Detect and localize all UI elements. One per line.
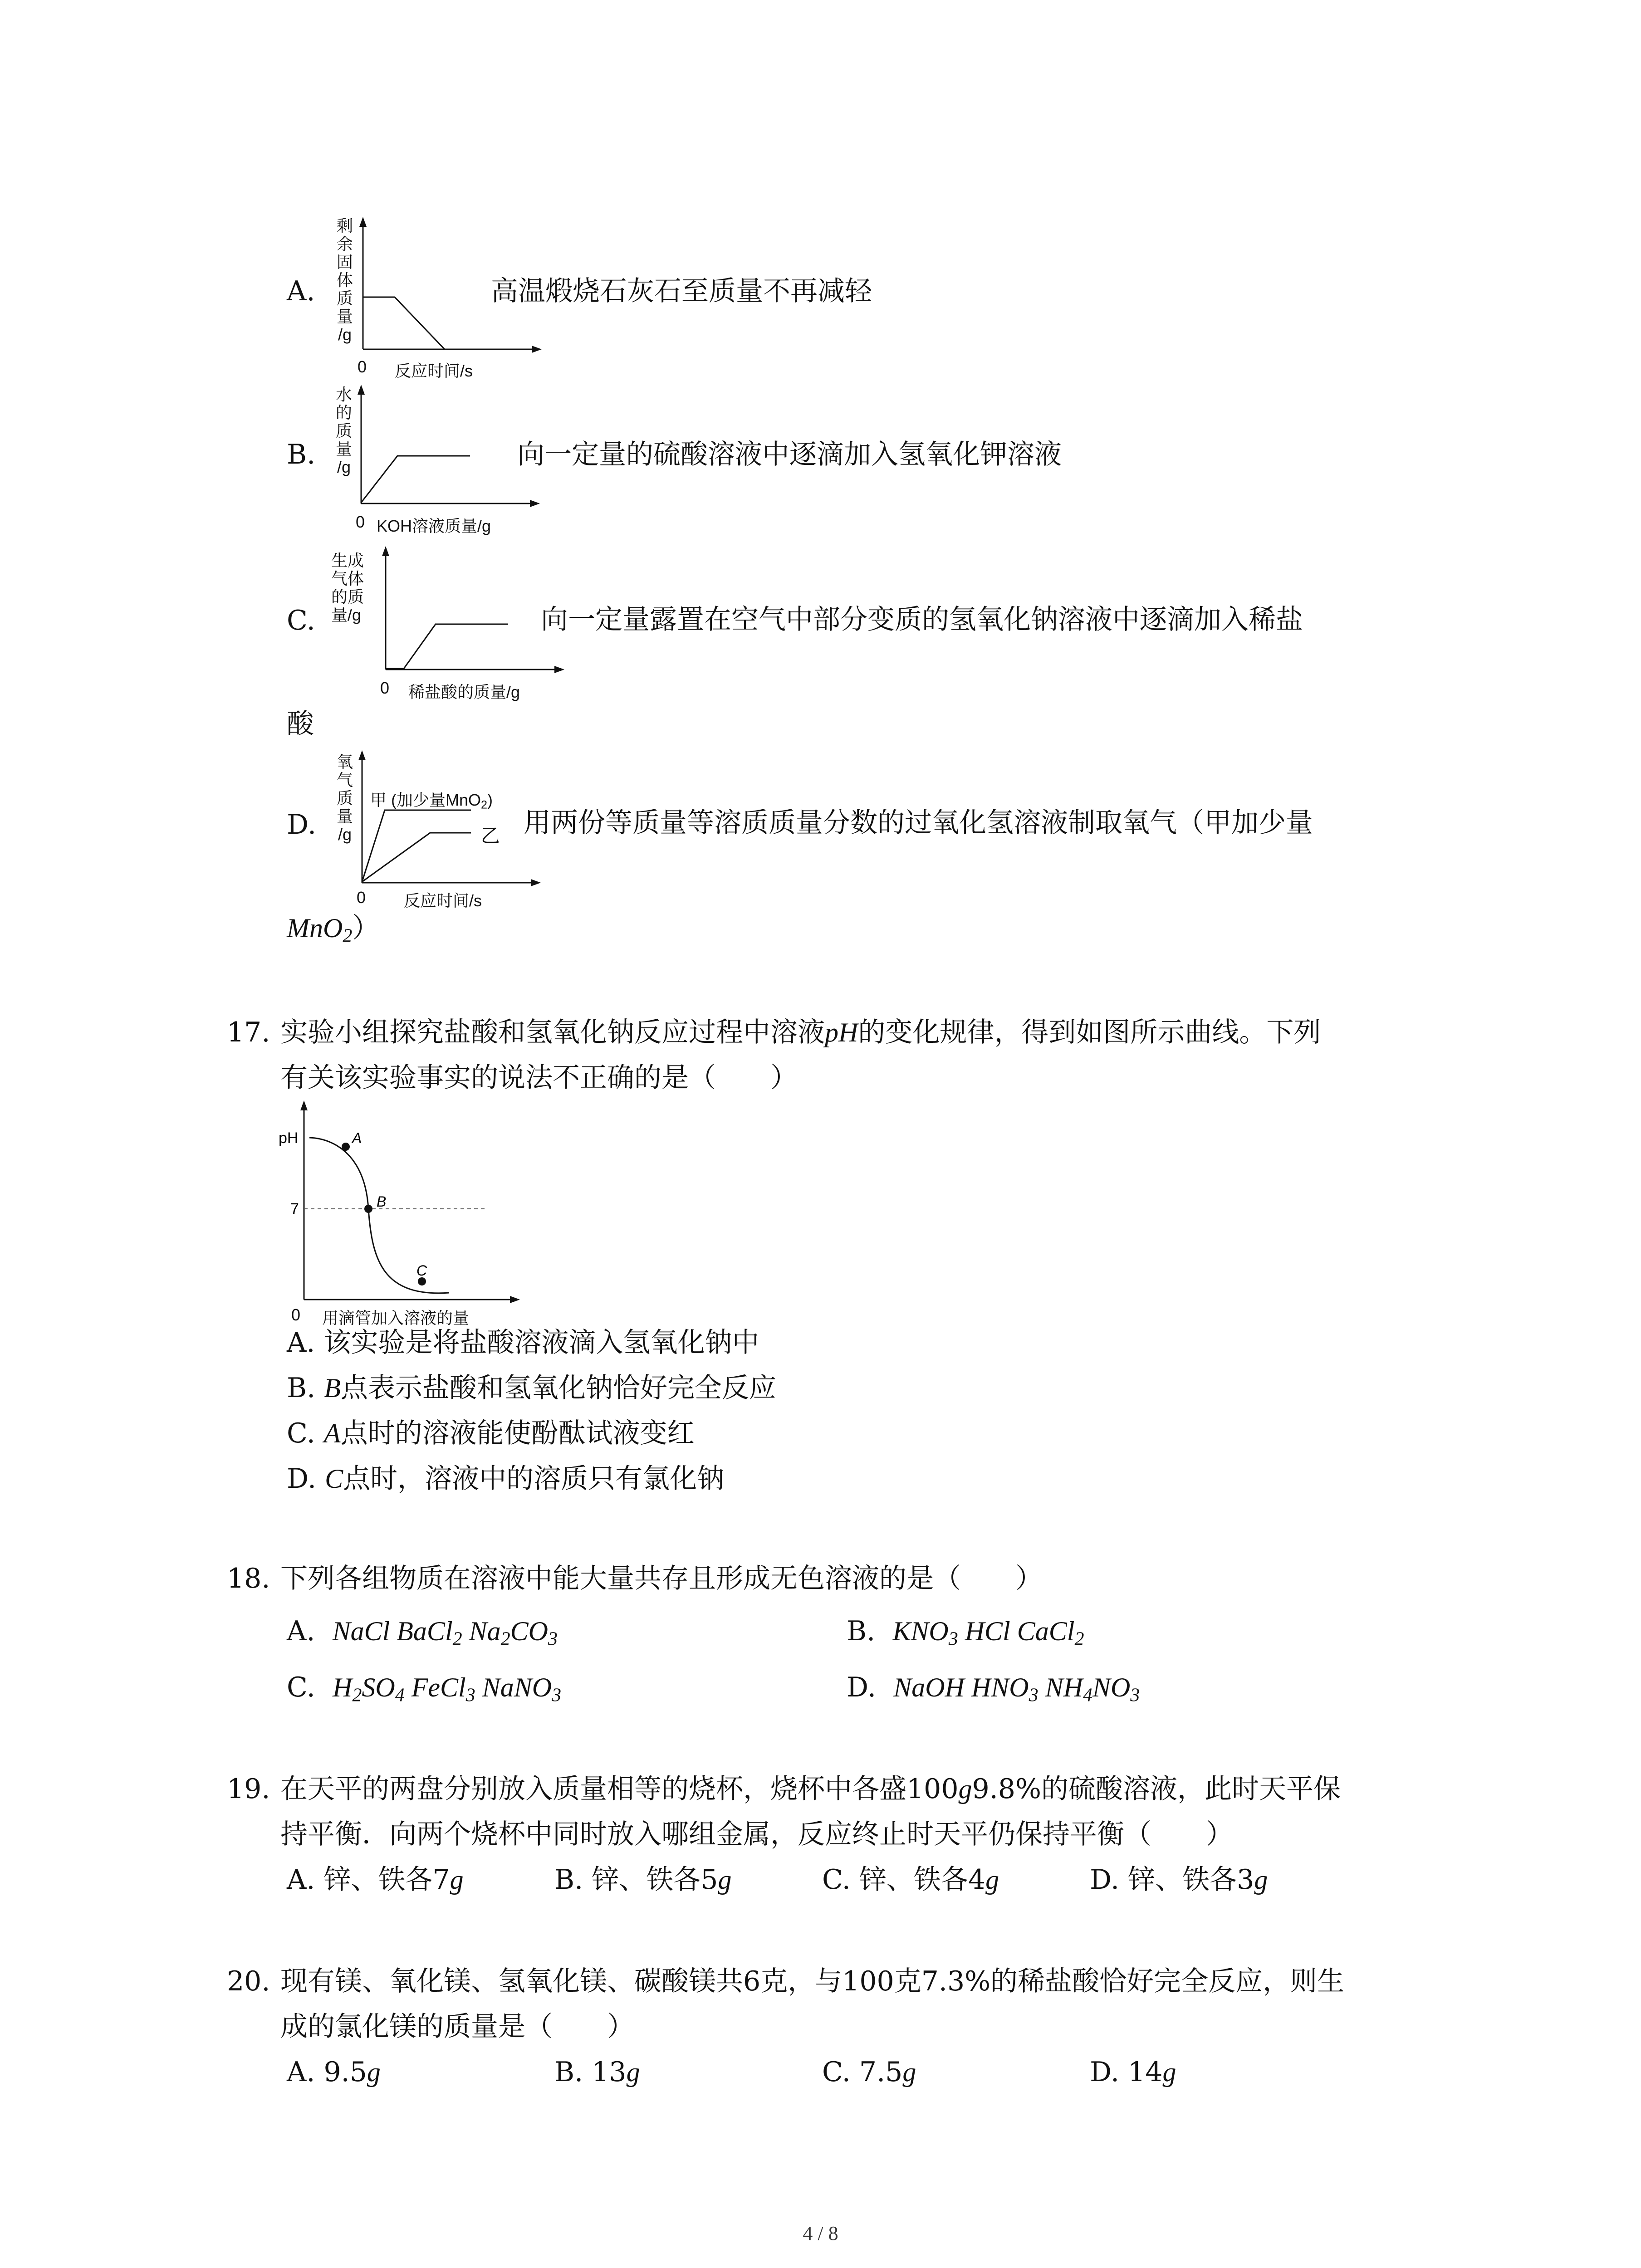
option-letter: C. xyxy=(822,1864,851,1896)
curve-label-jia-text: 甲 (加少量MnO xyxy=(370,791,481,809)
q17-option-a xyxy=(287,1326,759,1359)
q18-option-d xyxy=(847,1671,1140,1712)
option-letter: C. xyxy=(287,605,315,636)
q20-option-c xyxy=(822,2056,916,2088)
q18-option-b xyxy=(847,1615,1084,1656)
question-stem-line2: 有关该实验事实的说法不正确的是（ ） xyxy=(280,1062,798,1094)
option-unit: g xyxy=(902,2057,916,2087)
option-text-continued: 酸 xyxy=(287,708,314,740)
subscript: 2 xyxy=(343,925,353,947)
question-number: 18. xyxy=(227,1563,270,1594)
option-text: 锌、铁各4 xyxy=(859,1864,986,1896)
y-label-char: 质 xyxy=(348,587,364,606)
curve-yi xyxy=(362,833,471,882)
option-unit: g xyxy=(718,1865,732,1895)
option-letter: A. xyxy=(287,2056,315,2088)
point-b xyxy=(364,1205,372,1213)
option-letter: D. xyxy=(1090,1864,1120,1896)
y-label-char: 氧 xyxy=(336,753,353,771)
ph-curve-chart xyxy=(272,1098,526,1315)
option-letter: D. xyxy=(847,1672,877,1703)
option-letter: A. xyxy=(287,1327,315,1359)
option-letter: D. xyxy=(287,1463,317,1495)
x-axis-label: KOH溶液质量/g xyxy=(377,517,491,535)
option-letter: D. xyxy=(287,809,317,841)
option-text: 锌、铁各7 xyxy=(323,1864,450,1896)
q18-option-a xyxy=(287,1615,558,1656)
subscript: 2 xyxy=(481,798,488,811)
q20-option-b xyxy=(554,2056,640,2088)
gas-curve xyxy=(386,624,508,669)
option-text: 锌、铁各5 xyxy=(592,1864,718,1896)
option-text: 向一定量的硫酸溶液中逐滴加入氢氧化钾溶液 xyxy=(517,439,1062,470)
option-unit: g xyxy=(367,2057,381,2087)
stem-text: 9.8%的硫酸溶液，此时天平保 xyxy=(972,1773,1341,1805)
question-number: 17. xyxy=(227,1017,270,1048)
x-axis-label: 反应时间/s xyxy=(395,362,473,380)
option-letter: C. xyxy=(287,1672,315,1703)
y-label-char: 的 xyxy=(331,587,348,606)
q19-option-d xyxy=(1090,1863,1268,1896)
question-stem-line1: 现有镁、氧化镁、氢氧化镁、碳酸镁共6克，与100克7.3%的稀盐酸恰好完全反应，则生 xyxy=(280,1965,1345,1997)
residue-curve xyxy=(363,297,445,349)
q20-option-d xyxy=(1090,2056,1176,2088)
stem-mass: 100 xyxy=(906,1773,959,1805)
y-label-char: 剩 xyxy=(336,216,353,235)
y-label-char: 量 xyxy=(336,807,353,826)
y-axis-label xyxy=(336,753,354,844)
y-label-unit: 量/g xyxy=(331,606,362,624)
option-text: 13 xyxy=(592,2056,627,2088)
option-unit: g xyxy=(1254,1865,1268,1895)
point-ref: A xyxy=(323,1418,341,1448)
x-axis-label: 用滴管加入溶液的量 xyxy=(322,1309,470,1327)
water-mass-graph xyxy=(352,381,543,513)
q19-option-b xyxy=(554,1863,731,1896)
formula-set: NaOH $HNO_3$ $NH_4NO_3$ xyxy=(893,1672,1140,1706)
option-text: 点时的溶液能使酚酞试液变红 xyxy=(340,1418,695,1449)
option-unit: g xyxy=(450,1865,464,1895)
y-axis-label xyxy=(336,217,354,344)
q17-option-c xyxy=(287,1417,695,1450)
point-ref: B xyxy=(324,1373,341,1403)
question-stem-line1 xyxy=(280,1773,1341,1805)
option-text: 点表示盐酸和氢氧化钠恰好完全反应 xyxy=(340,1372,776,1404)
option-text-continued xyxy=(287,912,379,953)
q18-option-c xyxy=(287,1671,561,1712)
point-b-label: B xyxy=(377,1193,387,1210)
y-label-char: 质 xyxy=(335,421,352,440)
formula-set: NaCl BaCl$_2$ $Na_2CO_3$ xyxy=(332,1616,558,1650)
q19-option-c xyxy=(822,1863,999,1896)
formula-set: $KNO_3$ HCl CaCl$_2$ xyxy=(892,1616,1084,1650)
question-stem-line1 xyxy=(280,1016,1321,1049)
stem-ph: pH xyxy=(825,1017,858,1047)
option-letter: B. xyxy=(847,1615,876,1647)
y-label-char: 质 xyxy=(336,789,353,807)
oxygen-mass-graph xyxy=(353,747,544,892)
y-label-char: 成 xyxy=(348,551,364,570)
paren: ） xyxy=(352,913,380,943)
origin-label: 0 xyxy=(380,679,390,697)
option-letter: B. xyxy=(287,439,316,470)
q17-option-b xyxy=(287,1372,776,1404)
origin-label: 0 xyxy=(357,888,366,907)
option-letter: B. xyxy=(554,1864,583,1896)
question-stem-line2: 持平衡．向两个烧杯中同时放入哪组金属，反应终止时天平仍保持平衡（ ） xyxy=(280,1818,1233,1850)
option-letter: A. xyxy=(287,1864,315,1896)
point-ref: C xyxy=(325,1464,343,1494)
option-text: 高温煅烧石灰石至质量不再减轻 xyxy=(491,275,872,307)
formula-set: $H_2SO_4$ FeCl$_3$ NaNO$_3$ xyxy=(333,1672,562,1706)
origin-label: 0 xyxy=(356,513,365,531)
y-label-unit: /g xyxy=(337,458,351,476)
option-letter: B. xyxy=(287,1372,316,1404)
option-letter: C. xyxy=(287,1418,315,1449)
y-tick-7: 7 xyxy=(290,1200,299,1217)
y-label-char: 体 xyxy=(348,569,364,588)
water-curve xyxy=(361,456,470,503)
ph-curve xyxy=(309,1138,449,1293)
q19-option-a xyxy=(287,1863,464,1896)
x-axis-label: 反应时间/s xyxy=(404,891,482,910)
question-stem-line2: 成的氯化镁的质量是（ ） xyxy=(280,2011,634,2043)
y-axis-label xyxy=(331,551,364,624)
option-text: 7.5 xyxy=(859,2056,903,2088)
x-axis-label: 稀盐酸的质量/g xyxy=(408,683,520,701)
option-letter: D. xyxy=(1090,2056,1120,2088)
option-text: 该实验是将盐酸溶液滴入氢氧化钠中 xyxy=(323,1327,759,1359)
y-label-char: 的 xyxy=(335,403,352,422)
y-axis-label: pH xyxy=(279,1129,299,1147)
option-unit: g xyxy=(626,2057,640,2087)
point-a-label: A xyxy=(352,1130,362,1146)
y-label-char: 量 xyxy=(336,307,353,326)
option-text: 用两份等质量等溶质质量分数的过氧化氢溶液制取氧气（甲加少量 xyxy=(524,807,1313,839)
option-letter: B. xyxy=(554,2056,583,2088)
option-text: 点时，溶液中的溶质只有氯化钠 xyxy=(343,1463,725,1495)
y-label-char: 生 xyxy=(331,551,348,570)
option-letter: C. xyxy=(822,2056,851,2088)
y-label-char: 固 xyxy=(336,253,353,271)
curve-jia xyxy=(362,810,471,882)
curve-label-yi: 乙 xyxy=(481,825,500,846)
option-letter: A. xyxy=(287,1615,315,1647)
question-number: 19. xyxy=(227,1773,270,1805)
question-number: 20. xyxy=(227,1965,270,1997)
point-a xyxy=(342,1143,350,1151)
paren: ) xyxy=(487,791,493,809)
option-text: 向一定量露置在空气中部分变质的氢氧化钠溶液中逐滴加入稀盐 xyxy=(541,604,1303,635)
option-text: 锌、铁各3 xyxy=(1128,1864,1254,1896)
stem-text: 的变化规律，得到如图所示曲线。下列 xyxy=(858,1017,1321,1048)
y-axis-label xyxy=(335,386,353,476)
q17-option-d xyxy=(287,1462,724,1495)
option-text: 9.5 xyxy=(323,2056,367,2088)
y-label-char: 质 xyxy=(336,289,353,308)
page-number: 4 / 8 xyxy=(803,2222,838,2244)
gas-mass-graph xyxy=(377,543,567,679)
option-unit: g xyxy=(1162,2057,1176,2087)
q20-option-a xyxy=(287,2056,381,2088)
stem-unit: g xyxy=(958,1774,972,1804)
y-label-char: 量 xyxy=(335,440,352,458)
origin-label: 0 xyxy=(291,1305,301,1324)
option-unit: g xyxy=(985,1865,999,1895)
origin-label: 0 xyxy=(358,357,367,376)
y-label-char: 气 xyxy=(331,569,348,588)
stem-text: 在天平的两盘分别放入质量相等的烧杯，烧杯中各盛 xyxy=(280,1773,906,1805)
y-label-unit: /g xyxy=(338,825,352,844)
point-c-label: C xyxy=(416,1262,427,1279)
y-label-char: 水 xyxy=(335,385,352,404)
y-label-char: 余 xyxy=(336,235,353,253)
curve-label-jia xyxy=(370,787,493,811)
y-label-char: 气 xyxy=(336,771,353,789)
question-stem: 下列各组物质在溶液中能大量共存且形成无色溶液的是（ ） xyxy=(280,1563,1043,1594)
formula: MnO xyxy=(287,913,343,943)
option-letter: A. xyxy=(287,275,315,307)
option-text: 14 xyxy=(1128,2056,1163,2088)
y-label-char: 体 xyxy=(336,271,353,289)
stem-text: 实验小组探究盐酸和氢氧化钠反应过程中溶液 xyxy=(280,1017,825,1048)
y-label-unit: /g xyxy=(338,325,352,344)
